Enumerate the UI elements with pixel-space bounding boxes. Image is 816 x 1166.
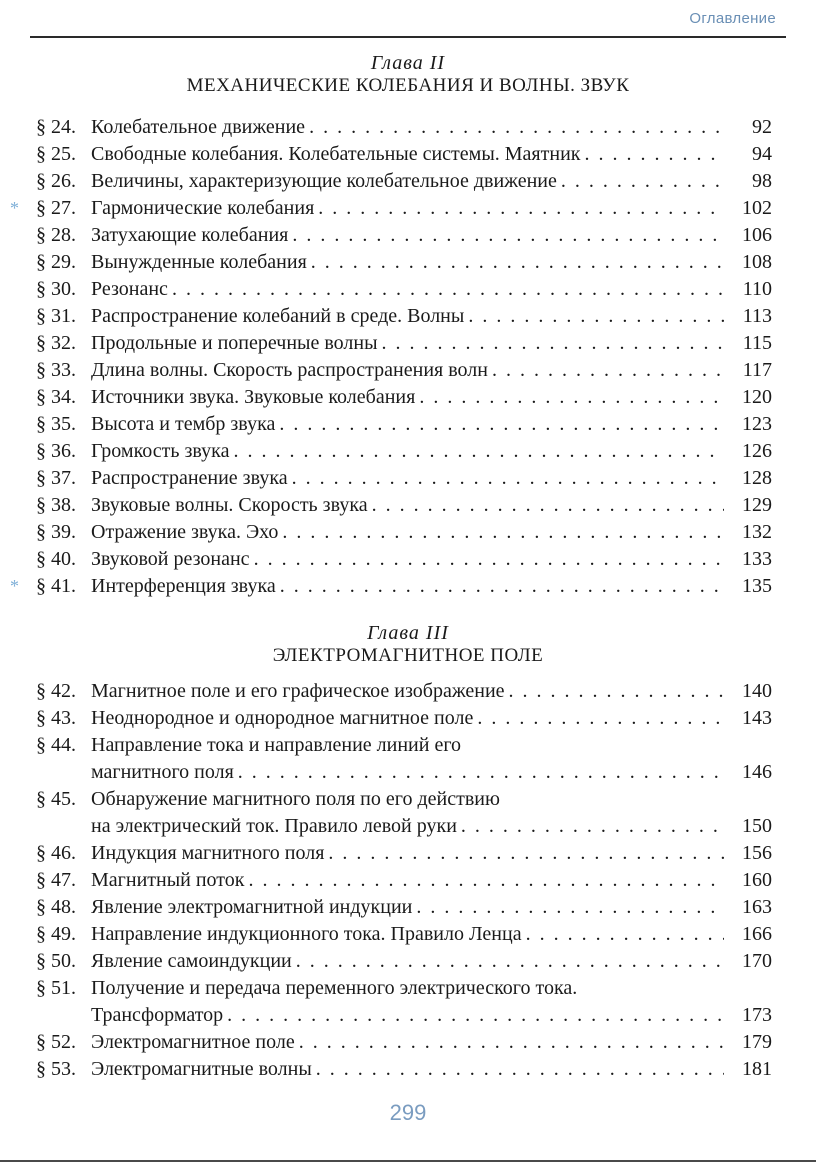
section-title-line — [91, 168, 724, 195]
page-ref: 133 — [742, 548, 772, 570]
dot-leader — [280, 573, 724, 600]
page-ref: 113 — [742, 305, 772, 327]
toc-entry — [0, 786, 816, 840]
section-title-line — [91, 195, 724, 222]
toc-entry — [0, 114, 816, 141]
section-number: § 53. — [36, 1058, 76, 1080]
asterisk-icon: * — [10, 576, 19, 596]
section-title: Распространение звука — [91, 467, 288, 489]
toc-entry — [0, 894, 816, 921]
page-ref: 166 — [742, 923, 772, 945]
page-ref: 146 — [742, 761, 772, 783]
section-title: Явление электромагнитной индукции — [91, 896, 413, 918]
page-ref: 150 — [742, 815, 772, 837]
page-ref: 106 — [742, 224, 772, 246]
section-number: § 39. — [36, 521, 76, 543]
dot-leader — [299, 1029, 724, 1056]
dot-leader — [416, 894, 724, 921]
section-title-line — [91, 1029, 724, 1056]
section-title: Магнитное поле и его графическое изображение — [91, 680, 505, 702]
section-title: Величины, характеризующие колебательное движение — [91, 170, 557, 192]
toc-entry — [0, 546, 816, 573]
section-number: § 36. — [36, 440, 76, 462]
dot-leader — [292, 465, 724, 492]
section-number: § 44. — [36, 734, 76, 756]
page-ref: 129 — [742, 494, 772, 516]
toc-list — [0, 678, 816, 1083]
section-title-line — [91, 141, 724, 168]
toc-entry — [0, 195, 816, 222]
toc-entry — [0, 519, 816, 546]
page-ref: 117 — [742, 359, 772, 381]
toc-entry — [0, 492, 816, 519]
section-number: § 38. — [36, 494, 76, 516]
toc-entry — [0, 141, 816, 168]
section-title-line — [91, 519, 724, 546]
dot-leader — [382, 330, 724, 357]
section-title: Трансформатор — [91, 1004, 224, 1026]
dot-leader — [254, 546, 724, 573]
section-number: § 27. — [36, 197, 76, 219]
chapter-title: МЕХАНИЧЕСКИЕ КОЛЕБАНИЯ И ВОЛНЫ. ЗВУК — [186, 75, 630, 96]
section-title-line — [91, 330, 724, 357]
section-number: § 26. — [36, 170, 76, 192]
toc-entry — [0, 705, 816, 732]
section-number: § 25. — [36, 143, 76, 165]
toc-entry — [0, 948, 816, 975]
dot-leader — [477, 705, 724, 732]
toc-entry — [0, 678, 816, 705]
page-ref: 120 — [742, 386, 772, 408]
page-ref: 123 — [742, 413, 772, 435]
toc-entry — [0, 330, 816, 357]
toc-entry — [0, 975, 816, 1029]
section-title: Свободные колебания. Колебательные системы. Маятник — [91, 143, 581, 165]
section-title-line — [91, 438, 724, 465]
page-ref: 115 — [742, 332, 772, 354]
page-ref: 179 — [742, 1031, 772, 1053]
section-title: Звуковой резонанс — [91, 548, 250, 570]
chapter-title: ЭЛЕКТРОМАГНИТНОЕ ПОЛЕ — [272, 645, 544, 666]
dot-leader — [238, 759, 724, 786]
toc-entry — [0, 411, 816, 438]
section-title-line — [91, 867, 724, 894]
toc-entry — [0, 357, 816, 384]
section-title-line — [91, 840, 724, 867]
section-title: Явление самоиндукции — [91, 950, 292, 972]
section-number: § 41. — [36, 575, 76, 597]
page-ref: 135 — [742, 575, 772, 597]
toc-entry — [0, 168, 816, 195]
section-title-line — [91, 1056, 724, 1083]
section-title: Магнитный поток — [91, 869, 245, 891]
section-title-line — [91, 249, 724, 276]
section-title: Высота и тембр звука — [91, 413, 276, 435]
section-title-line1: Получение и передача переменного электрического тока. — [91, 977, 578, 999]
section-title-line1: Обнаружение магнитного поля по его действию — [91, 788, 500, 810]
section-number: § 45. — [36, 788, 76, 810]
section-title: Колебательное движение — [91, 116, 306, 138]
toc-entry — [0, 867, 816, 894]
page-ref: 140 — [742, 680, 772, 702]
dot-leader — [279, 411, 724, 438]
dot-leader — [526, 921, 724, 948]
section-title-line — [91, 573, 724, 600]
section-number: § 33. — [36, 359, 76, 381]
toc-entry — [0, 438, 816, 465]
chapter-heading — [0, 622, 816, 668]
section-title: Продольные и поперечные волны — [91, 332, 378, 354]
section-title: Звуковые волны. Скорость звука — [91, 494, 368, 516]
section-title: Электромагнитное поле — [91, 1031, 295, 1053]
toc-entry — [0, 840, 816, 867]
chapter-heading — [0, 52, 816, 98]
section-number: § 24. — [36, 116, 76, 138]
section-title-line — [91, 465, 724, 492]
section-number: § 31. — [36, 305, 76, 327]
section-title: Неоднородное и однородное магнитное поле — [91, 707, 474, 729]
chapter-label: Глава II — [370, 52, 446, 74]
section-title-line — [91, 384, 724, 411]
dot-leader — [316, 1056, 724, 1083]
page-ref: 173 — [742, 1004, 772, 1026]
section-number: § 34. — [36, 386, 76, 408]
dot-leader — [227, 1002, 724, 1029]
section-title: Длина волны. Скорость распространения волн — [91, 359, 488, 381]
page-ref: 110 — [742, 278, 772, 300]
section-title: Затухающие колебания — [91, 224, 289, 246]
section-number: § 37. — [36, 467, 76, 489]
page-ref: 160 — [742, 869, 772, 891]
toc-entry — [0, 921, 816, 948]
toc-entry — [0, 573, 816, 600]
section-title: магнитного поля — [91, 761, 234, 783]
section-title-line — [91, 894, 724, 921]
section-title-line — [91, 411, 724, 438]
section-title-line — [91, 546, 724, 573]
toc-entry — [0, 249, 816, 276]
section-number: § 46. — [36, 842, 76, 864]
running-head: Оглавление — [689, 10, 776, 27]
section-title-line — [91, 222, 724, 249]
section-title-line — [91, 678, 724, 705]
dot-leader — [492, 357, 724, 384]
page-ref: 132 — [742, 521, 772, 543]
section-number: § 49. — [36, 923, 76, 945]
page-ref: 170 — [742, 950, 772, 972]
page-ref: 181 — [742, 1058, 772, 1080]
page-ref: 102 — [742, 197, 772, 219]
section-number: § 30. — [36, 278, 76, 300]
section-title: Отражение звука. Эхо — [91, 521, 279, 543]
page-ref: 128 — [742, 467, 772, 489]
section-title-line1: Направление тока и направление линий его — [91, 734, 462, 756]
section-title: Направление индукционного тока. Правило Ленца — [91, 923, 522, 945]
section-title-line — [91, 759, 724, 786]
toc-entry — [0, 384, 816, 411]
dot-leader — [468, 303, 724, 330]
page-number: 299 — [389, 1100, 427, 1125]
section-number: § 28. — [36, 224, 76, 246]
footer-rule — [0, 1160, 816, 1162]
section-title-line — [91, 948, 724, 975]
toc-entry — [0, 465, 816, 492]
section-title-line — [91, 492, 724, 519]
section-title-line — [91, 276, 724, 303]
section-title: Распространение колебаний в среде. Волны — [91, 305, 465, 327]
toc-list — [0, 114, 816, 600]
section-title-line — [91, 705, 724, 732]
section-number: § 32. — [36, 332, 76, 354]
dot-leader — [372, 492, 724, 519]
dot-leader — [292, 222, 724, 249]
section-number: § 48. — [36, 896, 76, 918]
dot-leader — [309, 114, 724, 141]
toc-entry — [0, 276, 816, 303]
section-number: § 52. — [36, 1031, 76, 1053]
page-ref: 94 — [752, 143, 772, 165]
section-title: Индукция магнитного поля — [91, 842, 325, 864]
section-title: Источники звука. Звуковые колебания — [91, 386, 416, 408]
section-title-line — [91, 303, 724, 330]
toc-entry — [0, 732, 816, 786]
dot-leader — [461, 813, 724, 840]
toc-entry — [0, 303, 816, 330]
page-ref: 98 — [752, 170, 772, 192]
section-title: Вынужденные колебания — [91, 251, 307, 273]
page-ref: 126 — [742, 440, 772, 462]
dot-leader — [233, 438, 724, 465]
page-ref: 163 — [742, 896, 772, 918]
section-title-line — [91, 813, 724, 840]
dot-leader — [318, 195, 724, 222]
toc-entry — [0, 222, 816, 249]
header-rule — [30, 36, 786, 38]
dot-leader — [311, 249, 724, 276]
dot-leader — [282, 519, 724, 546]
section-title: Гармонические колебания — [91, 197, 315, 219]
dot-leader — [509, 678, 724, 705]
toc-entry — [0, 1056, 816, 1083]
section-number: § 51. — [36, 977, 76, 999]
section-number: § 40. — [36, 548, 76, 570]
page-ref: 108 — [742, 251, 772, 273]
section-title: на электрический ток. Правило левой руки — [91, 815, 457, 837]
dot-leader — [172, 276, 724, 303]
page-ref: 143 — [742, 707, 772, 729]
dot-leader — [296, 948, 724, 975]
section-title-line — [91, 921, 724, 948]
section-number: § 35. — [36, 413, 76, 435]
section-number: § 43. — [36, 707, 76, 729]
section-title: Громкость звука — [91, 440, 230, 462]
section-number: § 29. — [36, 251, 76, 273]
asterisk-icon: * — [10, 198, 19, 218]
dot-leader — [561, 168, 724, 195]
section-title-line — [91, 1002, 724, 1029]
page-ref: 92 — [752, 116, 772, 138]
dot-leader — [249, 867, 725, 894]
page-ref: 156 — [742, 842, 772, 864]
section-title: Интерференция звука — [91, 575, 276, 597]
section-title-line — [91, 357, 724, 384]
section-title: Электромагнитные волны — [91, 1058, 312, 1080]
chapter-label: Глава III — [367, 622, 449, 644]
section-number: § 47. — [36, 869, 76, 891]
dot-leader — [328, 840, 724, 867]
section-number: § 42. — [36, 680, 76, 702]
dot-leader — [585, 141, 725, 168]
toc-entry — [0, 1029, 816, 1056]
dot-leader — [419, 384, 724, 411]
section-title-line — [91, 114, 724, 141]
section-number: § 50. — [36, 950, 76, 972]
section-title: Резонанс — [91, 278, 168, 300]
